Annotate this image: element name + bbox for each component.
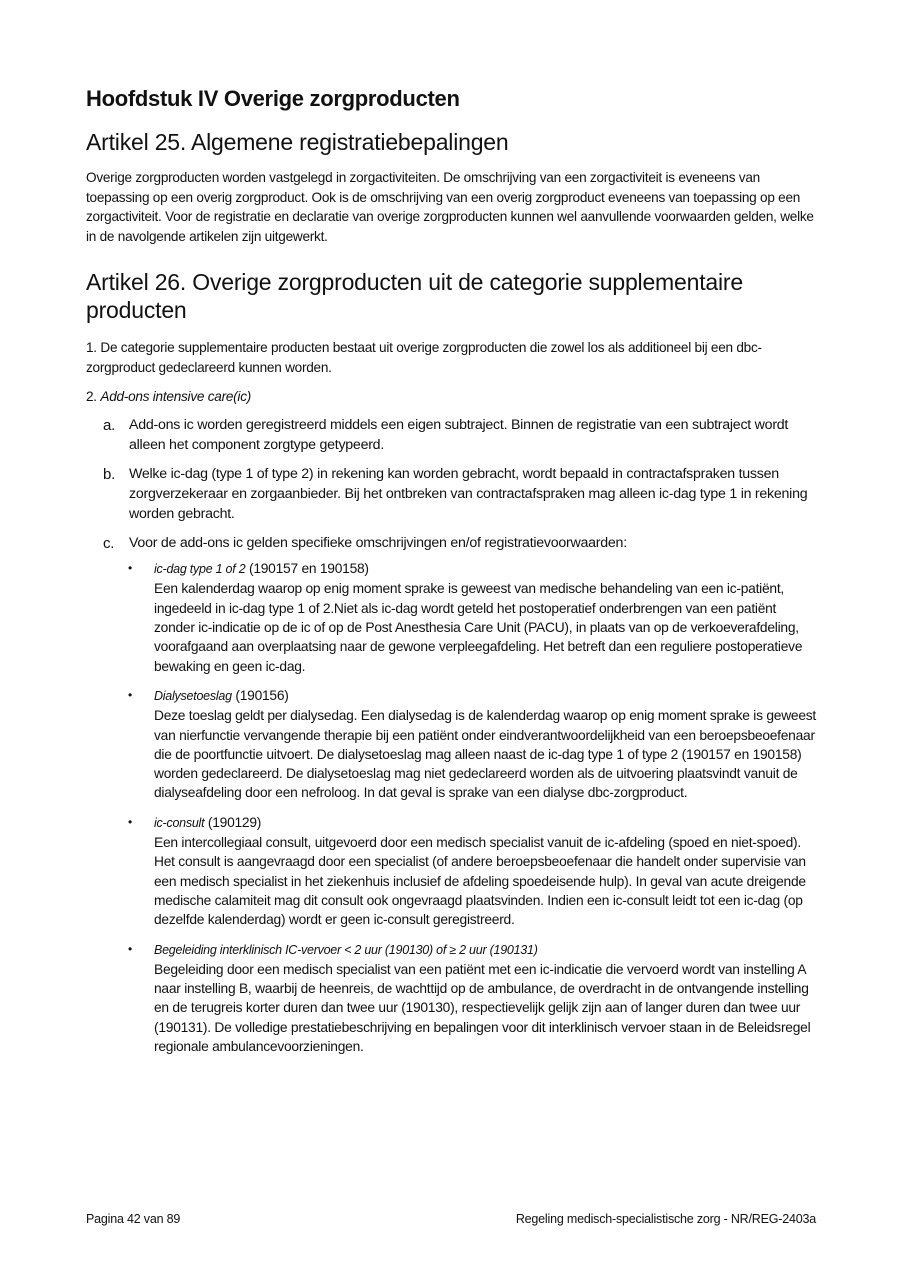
lettered-item-b [86, 464, 816, 524]
item-marker: c. [103, 535, 115, 553]
page-footer [86, 1212, 816, 1226]
chapter-title: Hoofdstuk IV Overige zorgproducten [86, 86, 460, 111]
bullet-title-italic: ic-consult [154, 815, 205, 830]
article-25-body: Overige zorgproducten worden vastgelegd in zorgactiviteiten. De omschrijving van een zorgactiviteit is eveneens van toepassing op een overig zorgproduct. Ook is de omschrijving van een overig zorgproduct eveneens van toepassing op een zorgactiviteit. Voor de registratie en declaratie van overige zorgproducten kunnen wel aanvullende voorwaarden gelden, welke in de navolgende artikelen zijn uitgewerkt. [86, 170, 814, 244]
bullet-title [154, 813, 816, 833]
bullet-text: Een kalenderdag waarop op enig moment sprake is geweest van medische behandeling van een ic-patiënt, ingedeeld in ic-dag type 1 of 2.Niet als ic-dag wordt geteld het postoperatief onderbrengen van een patiënt zonder ic-indicatie op de ic of op de Post Anesthesia Care Unit (PACU), in plaats van op de verkoeverafdeling, voorafgaand aan overplaatsing naar de gewone verpleegafdeling. Het betreft dan een reguliere postoperatieve bewaking en geen ic-dag. [154, 581, 803, 674]
bullet-title-italic: Dialysetoeslag [154, 688, 232, 703]
item-text: Welke ic-dag (type 1 of type 2) in rekening kan worden gebracht, wordt bepaald in contractafspraken tussen zorgverzekeraar en zorgaanbieder. Bij het ontbreken van contractafspraken mag alleen ic-dag type 1 in rekening worden gebracht. [129, 466, 808, 523]
lettered-list [86, 415, 816, 1056]
item-text: De categorie supplementaire producten bestaat uit overige zorgproducten die zowel los als additioneel bij een dbc-zorgproduct gedeclareerd kunnen worden. [86, 340, 762, 375]
lettered-item-c [86, 533, 816, 1056]
bullet-title-code: (190156) [231, 687, 289, 703]
page-number: Pagina 42 van 89 [86, 1212, 181, 1226]
bullet-title-italic: ic-dag type 1 of 2 [154, 562, 246, 577]
bullet-item-ic-dag [86, 559, 816, 676]
document-reference: Regeling medisch-specialistische zorg - NR/REG-2403a [515, 1212, 816, 1226]
document-page [86, 84, 816, 1066]
bullet-text: Deze toeslag geldt per dialysedag. Een dialysedag is de kalenderdag waarop op enig moment sprake is geweest van nierfunctie vervangende therapie bij een patiënt onder eindverantwoordelijkheid van een beroepsbeoefenaar die de poortfunctie uitvoert. De dialysetoeslag mag alleen naast de ic-dag type 1 of type 2 (190157 en 190158) worden gedeclareerd. De dialysetoeslag mag niet gedeclareerd worden als de uitvoering plaatsvindt vanuit de dialyseafdeling door een nefroloog. In dat geval is sprake van een dialyse dbc-zorgproduct. [154, 708, 816, 801]
article-25-title: Artikel 25. Algemene registratiebepalingen [86, 129, 509, 155]
item-marker: a. [103, 417, 116, 435]
bullet-title-code: (190157 en 190158) [245, 561, 369, 577]
bullet-text: Begeleiding door een medisch specialist van een patiënt met een ic-indicatie die vervoerd wordt van instelling A naar instelling B, waarbij de heenreis, de wachttijd op de ambulance, de overdracht in de ontvangende instelling en de terugreis korter duren dan twee uur (190130), respectievelijk gelijk zijn aan of langer duren dan twee uur (190131). De volledige prestatiebeschrijving en bepalingen voor dit interklinisch vervoer staan in de Beleidsregel regionale ambulancevoorzieningen. [154, 961, 811, 1054]
bullet-title-code: (190129) [204, 814, 262, 830]
bullet-title-italic: Begeleiding interklinisch IC-vervoer < 2 uur (190130) of ≥ 2 uur (190131) [154, 942, 538, 957]
bullet-title [154, 686, 816, 706]
bullet-title [154, 559, 816, 579]
bullet-item-ic-consult [86, 813, 816, 930]
bullet-icon: • [128, 941, 132, 956]
item-number: 2. [86, 388, 97, 404]
bullet-title [154, 940, 816, 960]
bullet-icon: • [128, 561, 132, 576]
bullet-list [86, 559, 816, 1056]
numbered-item-2 [86, 387, 816, 407]
bullet-text: Een intercollegiaal consult, uitgevoerd door een medisch specialist vanuit de ic-afdeling (spoed en niet-spoed). Het consult is aangevraagd door een specialist (of andere beroepsbeoefenaar die handelt onder supervisie van een medisch specialist in het ziekenhuis inclusief de afdeling spoedeisende hulp). In geval van acute dreigende medische calamiteit mag dit consult ook ongevraagd plaatsvinden. Indien een ic-consult leidt tot een ic-dag (op dezelfde kalenderdag) wordt er geen ic-consult geregistreerd. [154, 835, 806, 928]
lettered-item-a [86, 415, 816, 455]
item-text: Add-ons ic worden geregistreerd middels een eigen subtraject. Binnen de registratie van een subtraject wordt alleen het component zorgtype getypeerd. [129, 417, 789, 454]
item-marker: b. [103, 466, 116, 484]
item-number: 1. [86, 340, 97, 356]
article-26-title: Artikel 26. Overige zorgproducten uit de categorie supplementaire producten [86, 269, 743, 324]
bullet-icon: • [128, 687, 132, 702]
bullet-icon: • [128, 814, 132, 829]
bullet-item-dialysetoeslag [86, 686, 816, 803]
item-text: Add-ons intensive care(ic) [100, 388, 252, 404]
item-text: Voor de add-ons ic gelden specifieke omschrijvingen en/of registratievoorwaarden: [129, 535, 627, 552]
numbered-item-1 [86, 338, 816, 377]
bullet-item-ic-vervoer [86, 940, 816, 1057]
